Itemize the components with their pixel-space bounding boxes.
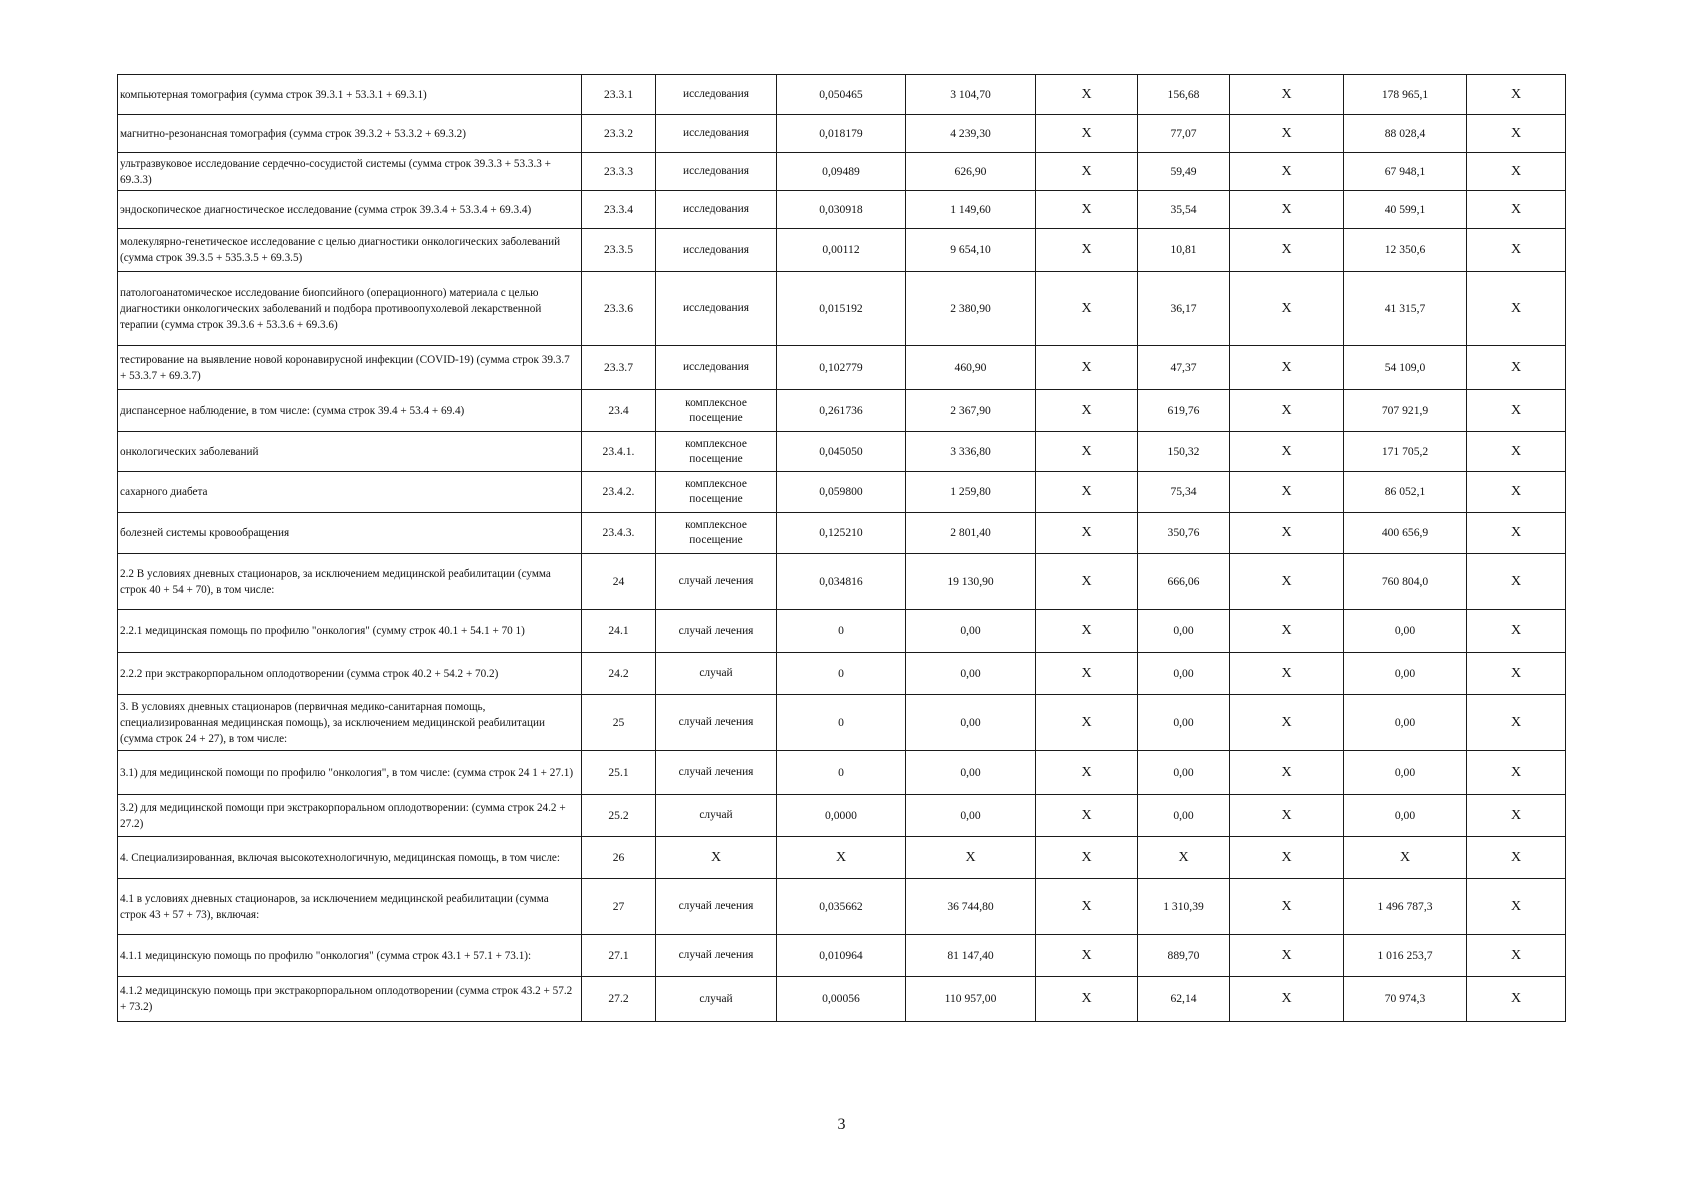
unit-of-measure: случай лечения xyxy=(656,695,777,751)
cell-col-9: 0,00 xyxy=(1344,795,1467,837)
cell-col-10: X xyxy=(1467,272,1566,346)
cell-col-6: X xyxy=(1036,153,1138,191)
row-description: молекулярно-генетическое исследование с целью диагностики онкологических заболеваний (сумма строк 39.3.5 + 535.3.5 + 69.3.5) xyxy=(118,229,582,272)
cell-col-9: 40 599,1 xyxy=(1344,191,1467,229)
row-number: 23.3.4 xyxy=(582,191,656,229)
row-number: 24 xyxy=(582,554,656,610)
cell-col-4: 0 xyxy=(777,653,906,695)
cell-col-7: 666,06 xyxy=(1138,554,1230,610)
row-description: диспансерное наблюдение, в том числе: (сумма строк 39.4 + 53.4 + 69.4) xyxy=(118,390,582,432)
cell-col-9: 707 921,9 xyxy=(1344,390,1467,432)
table-row xyxy=(118,751,1566,795)
cell-col-10: X xyxy=(1467,513,1566,554)
cell-col-4: 0,030918 xyxy=(777,191,906,229)
unit-of-measure: случай лечения xyxy=(656,554,777,610)
cell-col-10: X xyxy=(1467,346,1566,390)
cell-col-9: 0,00 xyxy=(1344,610,1467,653)
cell-col-8: X xyxy=(1230,191,1344,229)
cell-col-10: X xyxy=(1467,977,1566,1022)
cell-col-6: X xyxy=(1036,935,1138,977)
cell-col-9: 0,00 xyxy=(1344,653,1467,695)
unit-of-measure: случай лечения xyxy=(656,879,777,935)
cell-col-5: 2 367,90 xyxy=(906,390,1036,432)
table-row xyxy=(118,390,1566,432)
table-row xyxy=(118,879,1566,935)
cell-col-7: 619,76 xyxy=(1138,390,1230,432)
table-row xyxy=(118,432,1566,472)
cell-col-6: X xyxy=(1036,837,1138,879)
cell-col-6: X xyxy=(1036,472,1138,513)
cell-col-9: 1 016 253,7 xyxy=(1344,935,1467,977)
row-number: 24.2 xyxy=(582,653,656,695)
cell-col-8: X xyxy=(1230,472,1344,513)
cell-col-4: 0 xyxy=(777,695,906,751)
unit-of-measure: X xyxy=(656,837,777,879)
cell-col-9: 54 109,0 xyxy=(1344,346,1467,390)
cell-col-8: X xyxy=(1230,153,1344,191)
cell-col-5: 0,00 xyxy=(906,695,1036,751)
cell-col-9: 70 974,3 xyxy=(1344,977,1467,1022)
row-description: 4.1 в условиях дневных стационаров, за исключением медицинской реабилитации (сумма строк 43 + 57 + 73), включая: xyxy=(118,879,582,935)
cell-col-7: 0,00 xyxy=(1138,751,1230,795)
unit-of-measure: случай лечения xyxy=(656,610,777,653)
cell-col-5: 0,00 xyxy=(906,795,1036,837)
unit-of-measure: комплексное посещение xyxy=(656,390,777,432)
row-description: 3.2) для медицинской помощи при экстракорпоральном оплодотворении: (сумма строк 24.2 + 27.2) xyxy=(118,795,582,837)
cell-col-5: 36 744,80 xyxy=(906,879,1036,935)
row-description: патологоанатомическое исследование биопсийного (операционного) материала с целью диагностики онкологических заболеваний и подбора противоопухолевой лекарственной терапии (сумма строк 39.3.6 + 53.3.6 + 69.3.6) xyxy=(118,272,582,346)
unit-of-measure: исследования xyxy=(656,115,777,153)
cell-col-7: 0,00 xyxy=(1138,610,1230,653)
cell-col-8: X xyxy=(1230,935,1344,977)
cell-col-6: X xyxy=(1036,75,1138,115)
cell-col-6: X xyxy=(1036,390,1138,432)
cell-col-8: X xyxy=(1230,653,1344,695)
row-number: 25 xyxy=(582,695,656,751)
unit-of-measure: исследования xyxy=(656,191,777,229)
row-description: 2.2.1 медицинская помощь по профилю "онкология" (сумму строк 40.1 + 54.1 + 70 1) xyxy=(118,610,582,653)
row-description: магнитно-резонансная томография (сумма строк 39.3.2 + 53.3.2 + 69.3.2) xyxy=(118,115,582,153)
table-row xyxy=(118,795,1566,837)
cell-col-10: X xyxy=(1467,935,1566,977)
cell-col-4: 0,059800 xyxy=(777,472,906,513)
cell-col-6: X xyxy=(1036,751,1138,795)
cell-col-5: 460,90 xyxy=(906,346,1036,390)
cell-col-8: X xyxy=(1230,879,1344,935)
table-row xyxy=(118,191,1566,229)
cell-col-5: 3 104,70 xyxy=(906,75,1036,115)
cell-col-7: 47,37 xyxy=(1138,346,1230,390)
row-number: 23.4 xyxy=(582,390,656,432)
unit-of-measure: случай xyxy=(656,795,777,837)
cell-col-6: X xyxy=(1036,795,1138,837)
cell-col-9: 171 705,2 xyxy=(1344,432,1467,472)
row-number: 24.1 xyxy=(582,610,656,653)
row-number: 27.2 xyxy=(582,977,656,1022)
cell-col-4: 0,102779 xyxy=(777,346,906,390)
cell-col-10: X xyxy=(1467,153,1566,191)
row-description: 4. Специализированная, включая высокотехнологичную, медицинская помощь, в том числе: xyxy=(118,837,582,879)
row-description: 4.1.2 медицинскую помощь при экстракорпоральном оплодотворении (сумма строк 43.2 + 57.2 + 73.2) xyxy=(118,977,582,1022)
cell-col-10: X xyxy=(1467,229,1566,272)
table-row xyxy=(118,346,1566,390)
cell-col-5: 4 239,30 xyxy=(906,115,1036,153)
cell-col-5: 1 259,80 xyxy=(906,472,1036,513)
cell-col-7: 59,49 xyxy=(1138,153,1230,191)
cell-col-9: 0,00 xyxy=(1344,695,1467,751)
cell-col-5: 0,00 xyxy=(906,610,1036,653)
cell-col-5: X xyxy=(906,837,1036,879)
cell-col-6: X xyxy=(1036,653,1138,695)
cell-col-4: 0,00056 xyxy=(777,977,906,1022)
table-row xyxy=(118,554,1566,610)
row-description: онкологических заболеваний xyxy=(118,432,582,472)
cell-col-4: X xyxy=(777,837,906,879)
table-row xyxy=(118,115,1566,153)
cell-col-4: 0 xyxy=(777,610,906,653)
row-description: 4.1.1 медицинскую помощь по профилю "онкология" (сумма строк 43.1 + 57.1 + 73.1): xyxy=(118,935,582,977)
cell-col-8: X xyxy=(1230,346,1344,390)
cell-col-6: X xyxy=(1036,432,1138,472)
cell-col-6: X xyxy=(1036,115,1138,153)
row-description: 3. В условиях дневных стационаров (первичная медико-санитарная помощь, специализированная медицинская помощь), за исключением медицинской реабилитации (сумма строк 24 + 27), в том числе: xyxy=(118,695,582,751)
row-number: 23.3.1 xyxy=(582,75,656,115)
cell-col-7: 0,00 xyxy=(1138,653,1230,695)
unit-of-measure: случай xyxy=(656,977,777,1022)
cell-col-4: 0,125210 xyxy=(777,513,906,554)
cell-col-8: X xyxy=(1230,610,1344,653)
cell-col-4: 0,035662 xyxy=(777,879,906,935)
cell-col-5: 9 654,10 xyxy=(906,229,1036,272)
cell-col-6: X xyxy=(1036,229,1138,272)
unit-of-measure: исследования xyxy=(656,153,777,191)
row-number: 23.3.5 xyxy=(582,229,656,272)
cell-col-9: 400 656,9 xyxy=(1344,513,1467,554)
row-description: 2.2.2 при экстракорпоральном оплодотворении (сумма строк 40.2 + 54.2 + 70.2) xyxy=(118,653,582,695)
cell-col-10: X xyxy=(1467,653,1566,695)
unit-of-measure: случай лечения xyxy=(656,751,777,795)
cell-col-10: X xyxy=(1467,75,1566,115)
cell-col-8: X xyxy=(1230,695,1344,751)
cell-col-6: X xyxy=(1036,346,1138,390)
row-number: 23.3.2 xyxy=(582,115,656,153)
unit-of-measure: случай xyxy=(656,653,777,695)
cell-col-10: X xyxy=(1467,879,1566,935)
cell-col-7: 35,54 xyxy=(1138,191,1230,229)
cell-col-9: 88 028,4 xyxy=(1344,115,1467,153)
row-number: 23.3.3 xyxy=(582,153,656,191)
row-description: сахарного диабета xyxy=(118,472,582,513)
cell-col-5: 3 336,80 xyxy=(906,432,1036,472)
row-description: 3.1) для медицинской помощи по профилю "онкология", в том числе: (сумма строк 24 1 + 27.1) xyxy=(118,751,582,795)
cell-col-10: X xyxy=(1467,695,1566,751)
cell-col-8: X xyxy=(1230,272,1344,346)
table-row xyxy=(118,695,1566,751)
cell-col-6: X xyxy=(1036,977,1138,1022)
cell-col-7: X xyxy=(1138,837,1230,879)
table-row xyxy=(118,513,1566,554)
table-row xyxy=(118,837,1566,879)
cell-col-8: X xyxy=(1230,837,1344,879)
cell-col-4: 0,09489 xyxy=(777,153,906,191)
cell-col-10: X xyxy=(1467,837,1566,879)
cell-col-5: 19 130,90 xyxy=(906,554,1036,610)
unit-of-measure: комплексное посещение xyxy=(656,432,777,472)
row-description: компьютерная томография (сумма строк 39.3.1 + 53.3.1 + 69.3.1) xyxy=(118,75,582,115)
cell-col-7: 1 310,39 xyxy=(1138,879,1230,935)
row-number: 27.1 xyxy=(582,935,656,977)
table-body xyxy=(118,75,1566,1022)
cell-col-6: X xyxy=(1036,191,1138,229)
cell-col-6: X xyxy=(1036,272,1138,346)
cell-col-7: 77,07 xyxy=(1138,115,1230,153)
cell-col-10: X xyxy=(1467,115,1566,153)
table-row xyxy=(118,653,1566,695)
row-number: 26 xyxy=(582,837,656,879)
cell-col-7: 0,00 xyxy=(1138,695,1230,751)
cell-col-9: 0,00 xyxy=(1344,751,1467,795)
table-row xyxy=(118,272,1566,346)
unit-of-measure: исследования xyxy=(656,346,777,390)
cell-col-5: 626,90 xyxy=(906,153,1036,191)
cell-col-9: X xyxy=(1344,837,1467,879)
cell-col-9: 67 948,1 xyxy=(1344,153,1467,191)
row-number: 23.3.7 xyxy=(582,346,656,390)
cell-col-9: 12 350,6 xyxy=(1344,229,1467,272)
row-description: тестирование на выявление новой коронавирусной инфекции (COVID-19) (сумма строк 39.3.7 + 53.3.7 + 69.3.7) xyxy=(118,346,582,390)
table-row xyxy=(118,229,1566,272)
cell-col-7: 75,34 xyxy=(1138,472,1230,513)
row-number: 25.2 xyxy=(582,795,656,837)
cell-col-8: X xyxy=(1230,432,1344,472)
cell-col-5: 0,00 xyxy=(906,653,1036,695)
cell-col-7: 156,68 xyxy=(1138,75,1230,115)
row-description: 2.2 В условиях дневных стационаров, за исключением медицинской реабилитации (сумма строк 40 + 54 + 70), в том числе: xyxy=(118,554,582,610)
row-description: болезней системы кровообращения xyxy=(118,513,582,554)
cell-col-4: 0,0000 xyxy=(777,795,906,837)
table-row xyxy=(118,472,1566,513)
cell-col-7: 62,14 xyxy=(1138,977,1230,1022)
cell-col-7: 889,70 xyxy=(1138,935,1230,977)
unit-of-measure: исследования xyxy=(656,272,777,346)
cell-col-4: 0,00112 xyxy=(777,229,906,272)
unit-of-measure: случай лечения xyxy=(656,935,777,977)
cell-col-6: X xyxy=(1036,879,1138,935)
page-number: 3 xyxy=(837,1116,846,1133)
cell-col-8: X xyxy=(1230,513,1344,554)
row-number: 23.4.1. xyxy=(582,432,656,472)
cell-col-10: X xyxy=(1467,610,1566,653)
row-number: 23.3.6 xyxy=(582,272,656,346)
cell-col-9: 41 315,7 xyxy=(1344,272,1467,346)
cell-col-8: X xyxy=(1230,751,1344,795)
cell-col-5: 1 149,60 xyxy=(906,191,1036,229)
table-row xyxy=(118,610,1566,653)
row-description: эндоскопическое диагностическое исследование (сумма строк 39.3.4 + 53.3.4 + 69.3.4) xyxy=(118,191,582,229)
cell-col-7: 150,32 xyxy=(1138,432,1230,472)
cell-col-4: 0,261736 xyxy=(777,390,906,432)
row-number: 27 xyxy=(582,879,656,935)
cell-col-8: X xyxy=(1230,795,1344,837)
cell-col-5: 2 380,90 xyxy=(906,272,1036,346)
unit-of-measure: исследования xyxy=(656,75,777,115)
table-row xyxy=(118,75,1566,115)
table-row xyxy=(118,153,1566,191)
cell-col-10: X xyxy=(1467,432,1566,472)
cell-col-4: 0,034816 xyxy=(777,554,906,610)
cell-col-4: 0 xyxy=(777,751,906,795)
cell-col-9: 760 804,0 xyxy=(1344,554,1467,610)
cell-col-10: X xyxy=(1467,472,1566,513)
cell-col-6: X xyxy=(1036,513,1138,554)
cell-col-7: 36,17 xyxy=(1138,272,1230,346)
cell-col-8: X xyxy=(1230,115,1344,153)
unit-of-measure: комплексное посещение xyxy=(656,472,777,513)
row-number: 25.1 xyxy=(582,751,656,795)
unit-of-measure: комплексное посещение xyxy=(656,513,777,554)
cell-col-7: 0,00 xyxy=(1138,795,1230,837)
cell-col-4: 0,045050 xyxy=(777,432,906,472)
cell-col-7: 350,76 xyxy=(1138,513,1230,554)
cell-col-9: 86 052,1 xyxy=(1344,472,1467,513)
row-description: ультразвуковое исследование сердечно-сосудистой системы (сумма строк 39.3.3 + 53.3.3 + 69.3.3) xyxy=(118,153,582,191)
cell-col-9: 178 965,1 xyxy=(1344,75,1467,115)
cell-col-4: 0,050465 xyxy=(777,75,906,115)
cell-col-10: X xyxy=(1467,554,1566,610)
cell-col-8: X xyxy=(1230,75,1344,115)
row-number: 23.4.3. xyxy=(582,513,656,554)
cell-col-10: X xyxy=(1467,795,1566,837)
cell-col-5: 2 801,40 xyxy=(906,513,1036,554)
cell-col-10: X xyxy=(1467,751,1566,795)
table-row xyxy=(118,977,1566,1022)
cell-col-6: X xyxy=(1036,554,1138,610)
row-number: 23.4.2. xyxy=(582,472,656,513)
cell-col-9: 1 496 787,3 xyxy=(1344,879,1467,935)
cell-col-4: 0,018179 xyxy=(777,115,906,153)
cell-col-8: X xyxy=(1230,977,1344,1022)
cell-col-6: X xyxy=(1036,695,1138,751)
unit-of-measure: исследования xyxy=(656,229,777,272)
table-row xyxy=(118,935,1566,977)
cell-col-5: 81 147,40 xyxy=(906,935,1036,977)
cell-col-7: 10,81 xyxy=(1138,229,1230,272)
data-table xyxy=(117,74,1566,1022)
cell-col-5: 0,00 xyxy=(906,751,1036,795)
cell-col-8: X xyxy=(1230,554,1344,610)
cell-col-6: X xyxy=(1036,610,1138,653)
cell-col-4: 0,015192 xyxy=(777,272,906,346)
cell-col-4: 0,010964 xyxy=(777,935,906,977)
cell-col-10: X xyxy=(1467,390,1566,432)
cell-col-10: X xyxy=(1467,191,1566,229)
cell-col-8: X xyxy=(1230,390,1344,432)
cell-col-8: X xyxy=(1230,229,1344,272)
cell-col-5: 110 957,00 xyxy=(906,977,1036,1022)
